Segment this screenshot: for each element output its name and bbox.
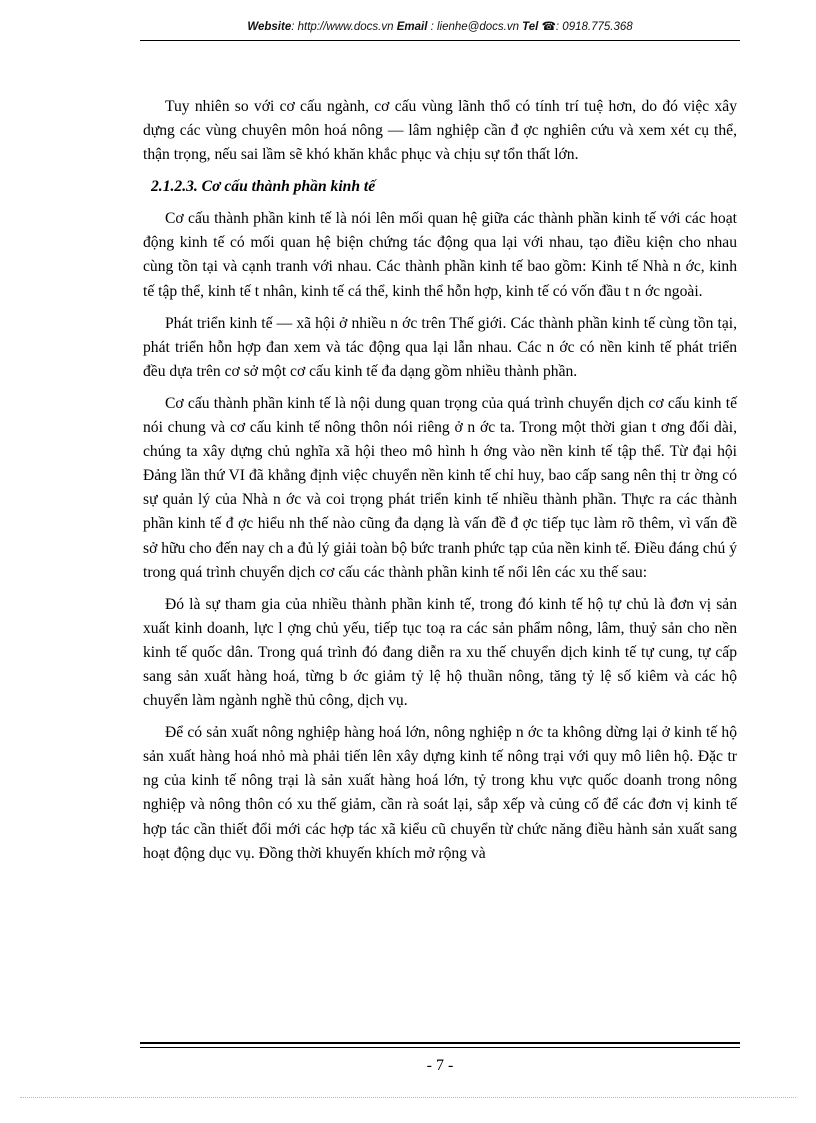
header-rule xyxy=(140,40,740,41)
email-address: : lienhe@docs.vn xyxy=(427,21,523,33)
page-header xyxy=(140,19,740,33)
tel-label: Tel xyxy=(522,21,539,33)
email-label: Email xyxy=(396,21,428,33)
page-content xyxy=(143,95,737,874)
footer-rule-thin xyxy=(140,1047,740,1048)
paragraph-6: Để có sản xuất nông nghiệp hàng hoá lớn, nông nghiệp n ớc ta không dừng lại ở kinh tế hộ sản xuất hàng hoá nhỏ mà phải tiến lên xây dựng kinh tế nông trại với quy mô liên hộ. Đặc tr ng của kinh tế nông trại là sản xuất hàng hoá lớn, tỷ trong khu vực quốc doanh trong nông nghiệp và nông thôn có xu thế giảm, cần rà soát lại, sắp xếp và củng cố để các đơn vị kinh tế hợp tác cần thiết đổi mới các hợp tác xã kiểu cũ chuyển từ chức năng điều hành sản xuất sang hoạt động dục vụ. Đồng thời khuyến khích mở rộng và xyxy=(143,724,737,862)
page-edge-dotted-line xyxy=(20,1097,796,1098)
tel-number: : 0918.775.368 xyxy=(555,21,633,33)
paragraph-3: Phát triển kinh tế — xã hội ở nhiều n ớc trên Thế giới. Các thành phần kinh tế cùng tồn tại, phát triển hỗn hợp đan xem và tác động qua lại lẫn nhau. Các n ớc có nền kinh tế phát triển đều dựa trên cơ sở một cơ cấu kinh tế đa dạng gồm nhiều thành phần. xyxy=(143,314,737,380)
phone-icon: ☎ xyxy=(541,21,556,33)
paragraph-1: Tuy nhiên so với cơ cấu ngành, cơ cấu vùng lãnh thổ có tính trí tuệ hơn, do đó việc xây dựng các vùng chuyên môn hoá nông — lâm nghiệp cần đ ợc nghiên cứu và xem xét cụ thể, thận trọng, nếu sai lầm sẽ khó khăn khắc phục và chịu sự tổn thất lớn. xyxy=(143,98,737,164)
paragraph-5: Đó là sự tham gia của nhiều thành phần kinh tế, trong đó kinh tế hộ tự chủ là đơn vị sản xuất kinh doanh, lực l ợng chủ yếu, tiếp tục toạ ra các sản phẩm nông, lâm, thuỷ sản cho nền kinh tế quốc dân. Trong quá trình đó đang diễn ra xu thế chuyển dịch kinh tế tự cung, tự cấp sang sản xuất hàng hoá, từng b ớc giảm tỷ lệ hộ thuần nông, tăng tỷ lệ số kiêm và các hộ chuyển làm ngành nghề thủ công, dịch vụ. xyxy=(143,595,737,710)
website-label: Website xyxy=(247,21,292,33)
website-url: : http://www.docs.vn xyxy=(291,21,397,33)
paragraph-2: Cơ cấu thành phần kinh tế là nói lên mối quan hệ giữa các thành phần kinh tế với các hoạt động kinh tế có mối quan hệ biện chứng tác động qua lại với nhau, tạo điều kiện cho nhau cùng tồn tại và cạnh tranh với nhau. Các thành phần kinh tế bao gồm: Kinh tế Nhà n ớc, kinh tế tập thể, kinh tế t nhân, kinh tế cá thể, kinh thể hỗn hợp, kinh tế có vốn đầu t n ớc ngoài. xyxy=(143,210,737,300)
paragraph-4: Cơ cấu thành phần kinh tế là nội dung quan trọng của quá trình chuyển dịch cơ cấu kinh tế nói chung và cơ cấu kinh tế nông thôn nói riêng ở n ớc ta. Trong một thời gian t ơng đối dài, chúng ta xây dựng chủ nghĩa xã hội theo mô hình h ớng vào nền kinh tế tập thể. Từ đại hội Đảng lần thứ VI đã khẳng định việc chuyển nền kinh tế chỉ huy, bao cấp sang nên thị tr ờng có sự quản lý của Nhà n ớc và coi trọng phát triển kinh tế nhiều thành phần. Thực ra các thành phần kinh tế đ ợc hiểu nh thế nào cũng đa dạng là vấn đề đ ợc tiếp tục làm rõ thêm, vì vấn đề sở hữu cho đến nay ch a đủ lý giải toàn bộ bức tranh phức tạp của nền kinh tế. Điều đáng chú ý trong quá trình chuyển dịch cơ cấu các thành phần kinh tế nổi lên các xu thế sau: xyxy=(143,394,737,581)
page-number: - 7 - xyxy=(426,1057,454,1074)
footer-rule-thick xyxy=(140,1042,740,1044)
section-heading: 2.1.2.3. Cơ cấu thành phần kinh tế xyxy=(151,178,376,196)
